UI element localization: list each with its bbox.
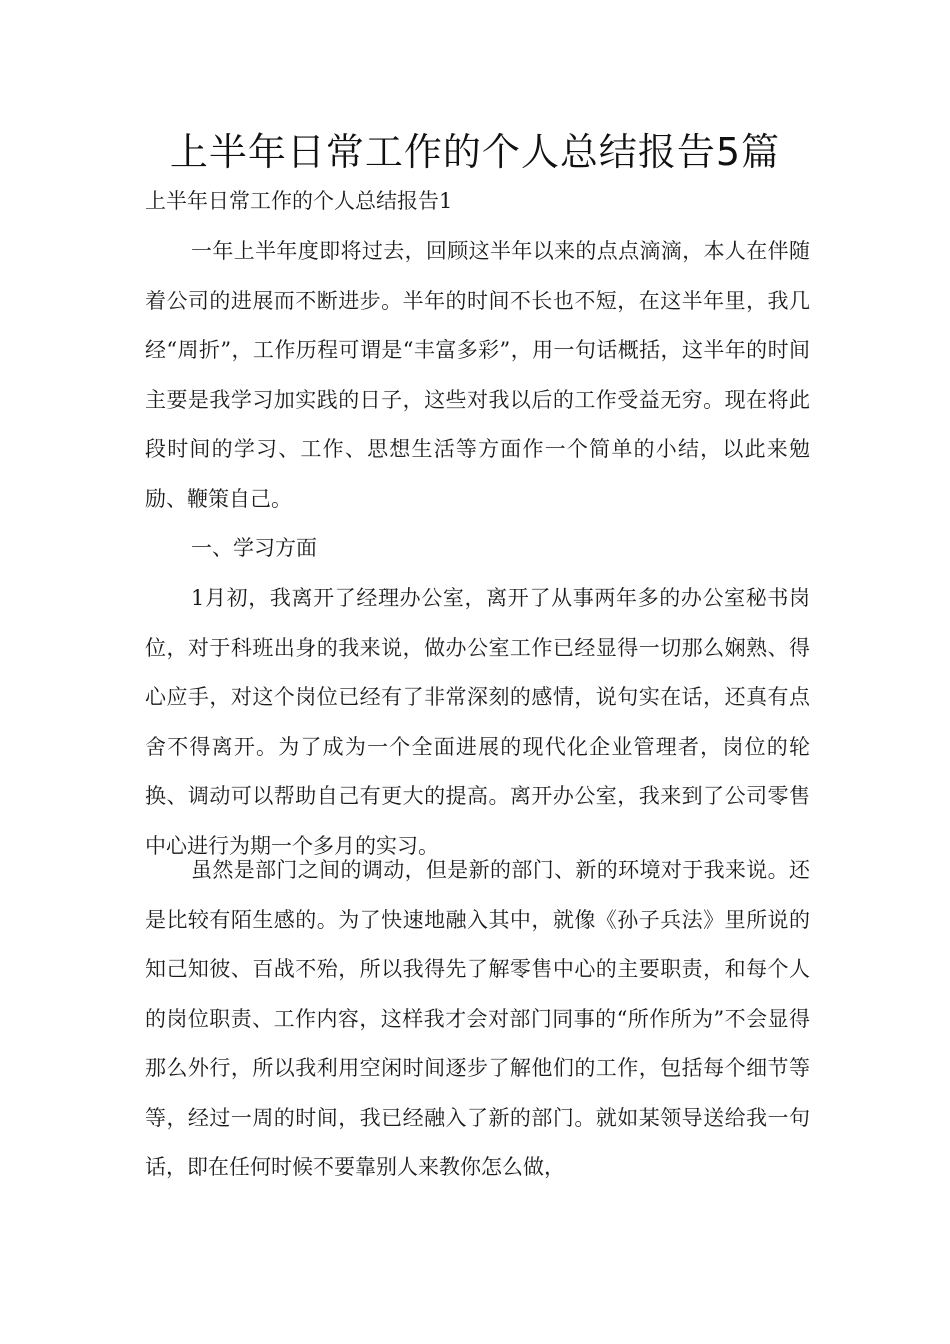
paragraph-study-1: 1月初，我离开了经理办公室，离开了从事两年多的办公室秘书岗位，对于科班出身的我来说，做办公室工作已经显得一切那么娴熟、得心应手，对这个岗位已经有了非常深刻的感情，说句实在话，还真有点舍不得离开。为了成为一个全面进展的现代化企业管理者，岗位的轮换、调动可以帮助自己有更大的提高。离开办公室，我来到了公司零售中心进行为期一个多月的实习。: [145, 586, 810, 858]
section-heading-study: 一、学习方面: [191, 536, 317, 560]
document-title: 上半年日常工作的个人总结报告5篇: [169, 130, 781, 174]
paragraph-intro: 一年上半年度即将过去，回顾这半年以来的点点滴滴，本人在伴随着公司的进展而不断进步。半年的时间不长也不短，在这半年里，我几经“周折”，工作历程可谓是“丰富多彩”，用一句话概括，这半年的时间主要是我学习加实践的日子，这些对我以后的工作受益无穷。现在将此段时间的学习、工作、思想生活等方面作一个简单的小结，以此来勉励、鞭策自己。: [145, 239, 810, 511]
paragraph-study-2: 虽然是部门之间的调动，但是新的部门、新的环境对于我来说。还是比较有陌生感的。为了快速地融入其中，就像《孙子兵法》里所说的知己知彼、百战不殆，所以我得先了解零售中心的主要职责，和每个人的岗位职责、工作内容，这样我才会对部门同事的“所作所为”不会显得那么外行，所以我利用空闲时间逐步了解他们的工作，包括每个细节等等，经过一周的时间，我已经融入了新的部门。就如某领导送给我一句话，即在任何时候不要靠别人来教你怎么做，: [145, 858, 810, 1179]
report-subtitle: 上半年日常工作的个人总结报告1: [145, 189, 453, 213]
